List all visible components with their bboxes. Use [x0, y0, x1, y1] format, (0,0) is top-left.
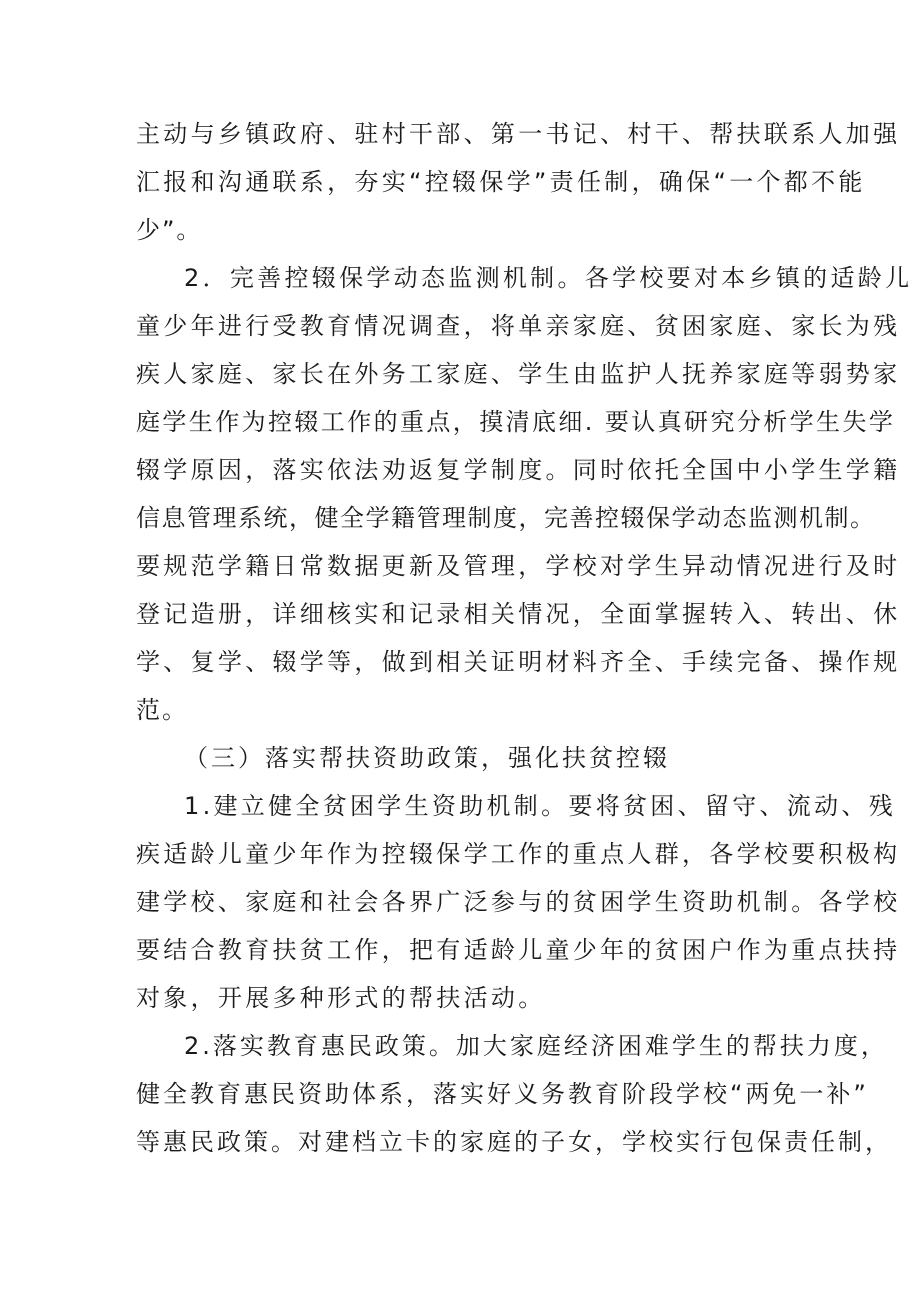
- text-line: 辍学原因，落实依法劝返复学制度。同时依托全国中小学生学籍: [136, 456, 901, 484]
- section-heading: （三）落实帮扶资助政策，强化扶贫控辍: [184, 744, 670, 772]
- text-line: 健全教育惠民资助体系，落实好义务教育阶段学校“两免一补”: [136, 1080, 869, 1108]
- text-line: 范。: [136, 696, 188, 724]
- text-line: 庭学生作为控辍工作的重点，摸清底细. 要认真研究分析学生失学: [136, 408, 896, 436]
- text-line: 要结合教育扶贫工作，把有适龄儿童少年的贫困户作为重点扶持: [136, 936, 901, 964]
- text-line: 2．完善控辍保学动态监测机制。各学校要对本乡镇的适龄儿: [184, 264, 913, 292]
- text-line: 2.落实教育惠民政策。加大家庭经济困难学生的帮扶力度，: [184, 1032, 888, 1060]
- text-line: 1.建立健全贫困学生资助机制。要将贫困、留守、流动、残: [184, 792, 896, 820]
- text-line: 学、复学、辍学等，做到相关证明材料齐全、手续完备、操作规: [136, 648, 901, 676]
- text-line: 少”。: [136, 216, 203, 244]
- text-line: 登记造册，详细核实和记录相关情况，全面掌握转入、转出、休: [136, 600, 901, 628]
- text-line: 等惠民政策。对建档立卡的家庭的子女，学校实行包保责任制，: [136, 1128, 892, 1156]
- text-line: 童少年进行受教育情况调查，将单亲家庭、贫困家庭、家长为残: [136, 312, 901, 340]
- text-line: 汇报和沟通联系，夯实“控辍保学”责任制，确保“一个都不能: [136, 168, 866, 196]
- text-line: 信息管理系统，健全学籍管理制度，完善控辍保学动态监测机制。: [136, 504, 876, 532]
- text-line: 主动与乡镇政府、驻村干部、第一书记、村干、帮扶联系人加强: [136, 120, 901, 148]
- text-line: 疾适龄儿童少年作为控辍保学工作的重点人群，各学校要积极构: [136, 840, 901, 868]
- text-line: 对象，开展多种形式的帮扶活动。: [136, 984, 546, 1012]
- text-line: 建学校、家庭和社会各界广泛参与的贫困学生资助机制。各学校: [136, 888, 901, 916]
- text-line: 疾人家庭、家长在外务工家庭、学生由监护人抚养家庭等弱势家: [136, 360, 901, 388]
- text-line: 要规范学籍日常数据更新及管理，学校对学生异动情况进行及时: [136, 552, 901, 580]
